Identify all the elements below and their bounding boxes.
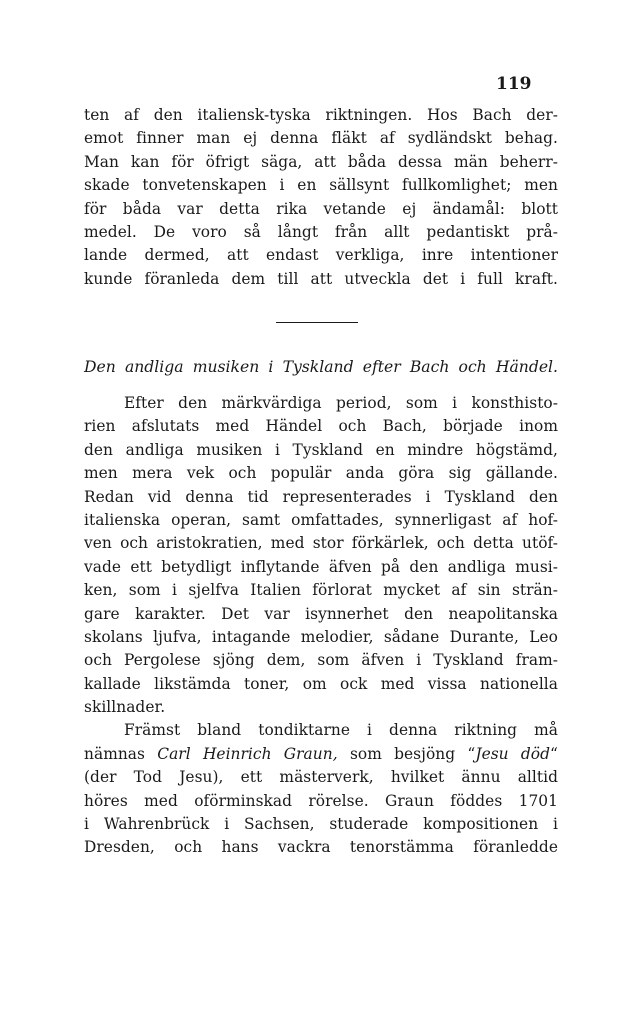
text-line: (der Tod Jesu), ett mästerverk, hvilket ännu alltid — [84, 768, 558, 787]
text-line: ten af den italiensk-tyska riktningen. Hos Bach der- — [84, 106, 558, 124]
text-line: kunde föranleda dem till att utveckla det i full kraft. — [84, 269, 558, 288]
text-line: medel. De voro så långt från allt pedantiskt prå- — [84, 222, 558, 241]
close-quote: “ — [550, 744, 558, 763]
text-line: i Wahrenbrück i Sachsen, studerade kompositionen i — [84, 815, 558, 834]
text-line: gare karakter. Det var isynnerhet den neapolitanska — [84, 604, 558, 623]
page-number: 119 — [496, 74, 532, 94]
text-line: höres med oförminskad rörelse. Graun föddes 1701 — [84, 791, 558, 810]
text-line: kallade likstämda toner, om ock med vissa nationella — [84, 674, 558, 693]
text-line: vade ett betydligt inflytande äfven på den andliga musi- — [84, 557, 558, 576]
text-line: den andliga musiken i Tyskland en mindre högstämd, — [84, 440, 558, 459]
text-line: men mera vek och populär anda göra sig gällande. — [84, 464, 558, 483]
open-quote: “ — [467, 744, 476, 763]
text-line: skolans ljufva, intagande melodier, sådane Durante, Leo — [84, 627, 558, 646]
text-line: skillnader. — [84, 698, 166, 717]
section-divider — [276, 322, 358, 323]
text-line: Främst bland tondiktarne i denna riktning må — [124, 721, 558, 740]
text-line: Efter den märkvärdiga period, som i konsthisto- — [124, 394, 558, 412]
work-title: Jesu död — [475, 744, 551, 763]
text-line: skade tonvetenskapen i en sällsynt fullkomlighet; men — [84, 176, 558, 195]
text-line: ken, som i sjelfva Italien förlorat mycket af sin strän- — [84, 581, 558, 600]
text-line: och Pergolese sjöng dem, som äfven i Tyskland fram- — [84, 651, 558, 670]
text-line: italienska operan, samt omfattades, synnerligast af hof- — [84, 510, 558, 529]
text-line: för båda var detta rika vetande ej ändamål: blott — [84, 199, 558, 218]
section-heading: Den andliga musiken i Tyskland efter Bach och Händel. — [84, 358, 558, 376]
text-line: Dresden, och hans vackra tenorstämma föranledde — [84, 838, 558, 857]
text-line: ven och aristokratien, med stor förkärlek, och detta utöf- — [84, 534, 558, 553]
section-body — [84, 392, 558, 860]
paragraph-continued — [84, 104, 558, 291]
text-fragment: nämnas — [84, 744, 145, 763]
text-line: emot finner man ej denna fläkt af sydländskt behag. — [84, 129, 558, 148]
text-line: rien afslutats med Händel och Bach, började inom — [84, 417, 558, 436]
text-line: lande dermed, att endast verkliga, inre intentioner — [84, 246, 558, 265]
text-line: Man kan för öfrigt säga, att båda dessa män beherr- — [84, 152, 558, 171]
text-line-with-italics — [84, 743, 558, 766]
text-fragment: som besjöng — [349, 744, 456, 763]
text-line: Redan vid denna tid representerades i Tyskland den — [84, 487, 558, 506]
composer-name: Carl Heinrich Graun, — [157, 744, 338, 763]
